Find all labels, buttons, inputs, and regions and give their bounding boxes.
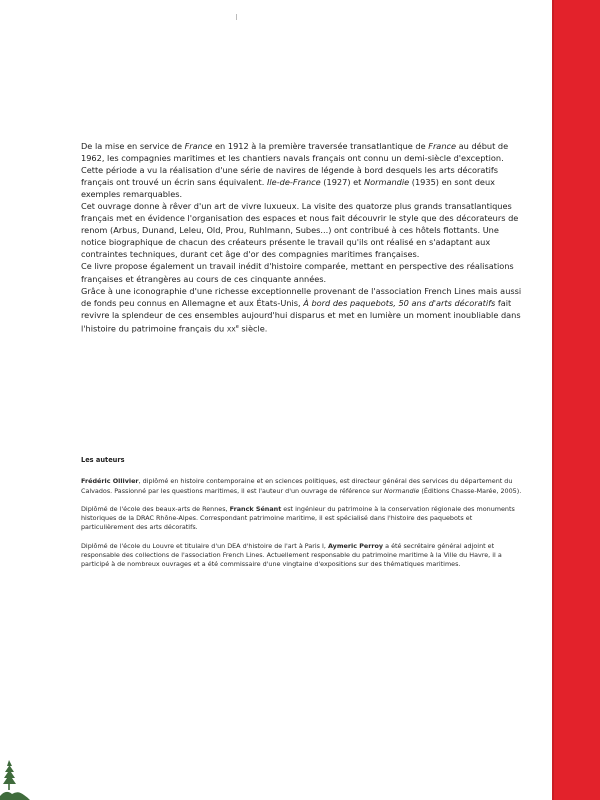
red-spine-band <box>554 0 600 800</box>
print-mark <box>236 14 237 20</box>
paragraph-3: Ce livre propose également un travail inédit d'histoire comparée, mettant en perspective des réalisations françaises et étrangères au cours de ces cinquante années. <box>81 261 514 284</box>
author-bio-senant: Diplômé de l'école des beaux-arts de Rennes, Franck Sénant est ingénieur du patrimoine à la conservation régionale des monuments historiques de la DRAC Rhône-Alpes. Correspondant patrimoine maritime, il est spécialisé dans l'histoire des paquebots et particulièrement des arts décoratifs. <box>81 504 515 532</box>
authors-section <box>81 456 526 579</box>
paragraph-2: Cet ouvrage donne à rêver d'un art de vivre luxueux. La visite des quatorze plus grands transatlantiques français met en évidence l'organisation des espaces et nous fait découvrir le style que des décorateurs de renom (Arbus, Dunand, Leleu, Old, Prou, Ruhlmann, Subes...) ont contribué à ces hôtels flottants. Une notice biographique de chacun des créateurs présente le travail qu'ils ont réalisé en s'adaptant aux contraintes techniques, durant cet âge d'or des compagnies maritimes françaises. <box>81 201 519 260</box>
publisher-tree-logo-icon <box>0 756 30 800</box>
authors-heading: Les auteurs <box>81 456 125 464</box>
author-bio-perroy: Diplômé de l'école du Louvre et titulaire d'un DEA d'histoire de l'art à Paris I, Aymeric Perroy a été secrétaire général adjoint et responsable des collections de l'association French Lines. Actuellement responsable du patrimoine maritime à la Ville du Havre, il a participé à de nombreux ouvrages et a été commissaire d'une vingtaine d'expositions sur des thématiques maritimes. <box>81 541 502 569</box>
description-text <box>81 140 526 335</box>
red-band-edge <box>552 0 554 800</box>
paragraph-1: De la mise en service de France en 1912 à la première traversée transatlantique de France au début de 1962, les compagnies maritimes et les chantiers navals français ont connu un demi-siècle d'exception. Cette période a vu la réalisation d'une série de navires de légende à bord desquels les arts décoratifs français ont trouvé un écrin sans équivalent. Ile-de-France (1927) et Normandie (1935) en sont deux exemples remarquables. <box>81 141 509 200</box>
paragraph-4: Grâce à une iconographie d'une richesse exceptionnelle provenant de l'association French Lines mais aussi de fonds peu connus en Allemagne et aux États-Unis, À bord des paquebots, 50 ans d'arts décoratifs fait revivre la splendeur de ces ensembles aujourd'hui disparus et met en lumière un moment inoubliable dans l'histoire du patrimoine français du XXe siècle. <box>81 285 522 334</box>
author-bio-ollivier: Frédéric Ollivier, diplômé en histoire contemporaine et en sciences politiques, est directeur général des services du département du Calvados. Passionné par les questions maritimes, il est l'auteur d'un ouvrage de référence sur Normandie (Éditions Chasse-Marée, 2005). <box>81 477 522 495</box>
